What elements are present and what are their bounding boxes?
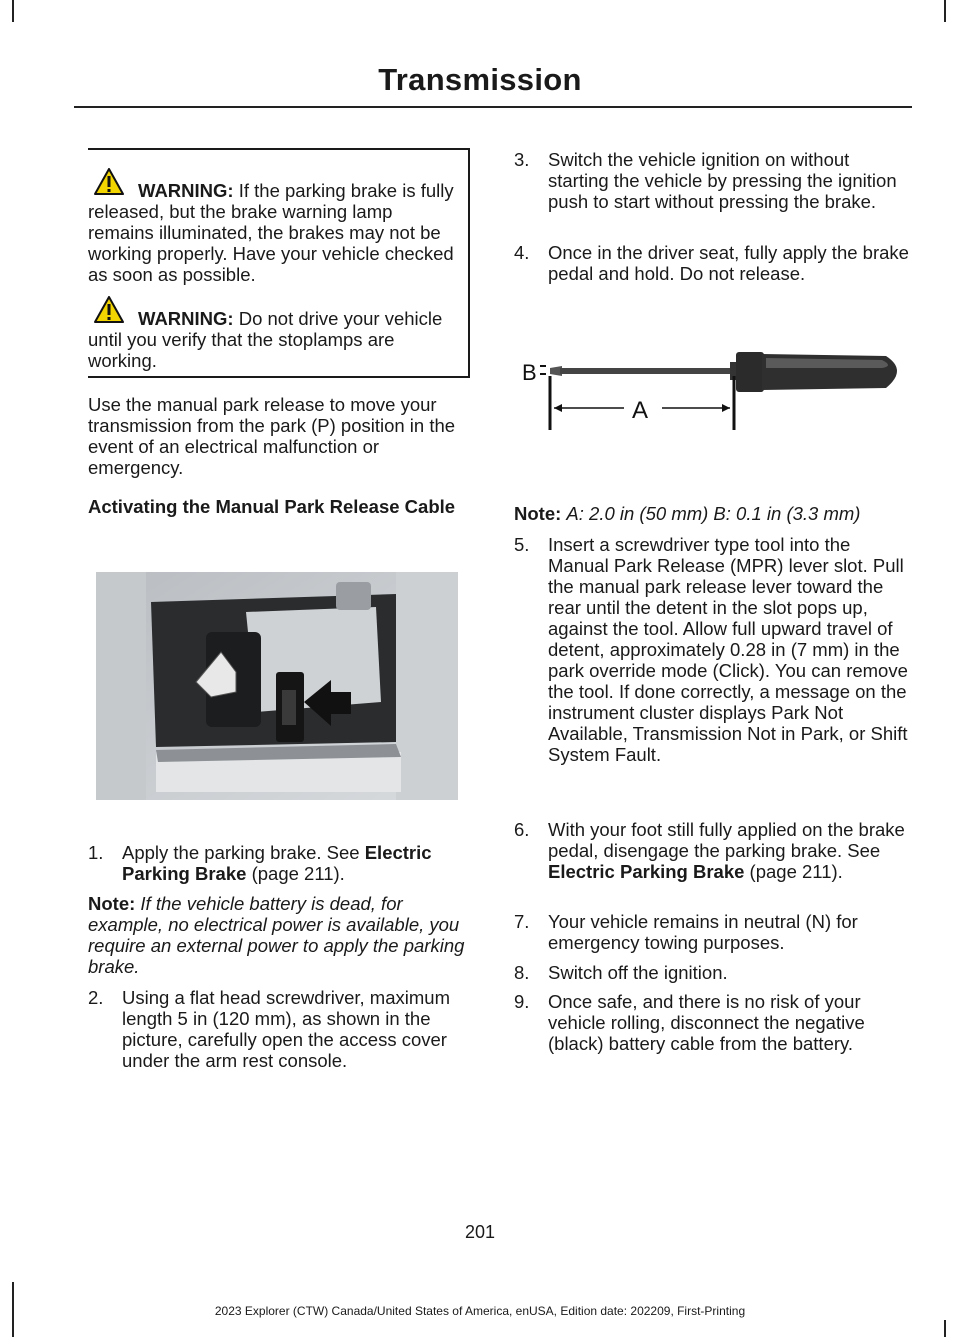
page-title: Transmission [378, 62, 582, 97]
step-text: Once in the driver seat, fully apply the brake pedal and hold. Do not release. [548, 242, 909, 284]
warning-triangle-icon [94, 296, 124, 324]
step-number: 9. [514, 991, 530, 1012]
crop-mark [12, 0, 14, 22]
step-text: Insert a screwdriver type tool into the Manual Park Release (MPR) lever slot. Pull the manual park release lever toward the rear until the detent in the slot pops up, against the tool. Allow full upward travel of detent, approximately 0.28 in (7 mm) in the park override mode (Click). You can remove the tool. If done correctly, a message on the instrument cluster displays Park Not Available, Transmission Not in Park, or Shift System Fault. [548, 534, 908, 765]
step-text: Your vehicle remains in neutral (N) for emergency towing purposes. [548, 911, 858, 953]
step-text: Using a flat head screwdriver, maximum length 5 in (120 mm), as shown in the picture, carefully open the access cover under the arm rest console. [122, 987, 450, 1071]
warning-text: If the parking brake is fully released, but the brake warning lamp remains illuminated, the brakes may not be working properly. Have your vehicle checked as soon as possible. [88, 180, 454, 285]
label-a: A [632, 397, 649, 424]
warning-box [88, 148, 470, 378]
step-text: Switch off the ignition. [548, 962, 728, 983]
step-number: 6. [514, 819, 530, 840]
crop-mark [944, 0, 946, 22]
page-ref: (page 211). [246, 863, 345, 884]
warning-text: Do not drive your vehicle until you verify that the stoplamps are working. [88, 308, 443, 371]
warning-2 [88, 308, 463, 371]
note-battery [88, 893, 474, 977]
note-dimensions [514, 503, 910, 524]
link-electric-parking-brake[interactable]: Electric Parking Brake [548, 861, 745, 882]
edition-line: 2023 Explorer (CTW) Canada/United States of America, enUSA, Edition date: 202209, First-Printing [214, 1304, 746, 1318]
intro-paragraph: Use the manual park release to move your transmission from the park (P) position in the event of an electrical malfunction or emergency. [88, 394, 456, 478]
access-cover-photo [96, 572, 458, 800]
page-ref: (page 211). [744, 861, 843, 882]
step-text: With your foot still fully applied on the brake pedal, disengage the parking brake. See [548, 819, 905, 861]
step-number: 8. [514, 962, 530, 983]
step-number: 5. [514, 534, 530, 555]
step-number: 2. [88, 987, 104, 1008]
note-text: If the vehicle battery is dead, for example, no electrical power is available, you require an external power to apply the parking brake. [88, 893, 465, 977]
label-b: B [522, 360, 537, 385]
page-number: 201 [464, 1222, 496, 1242]
header-rule [74, 106, 912, 108]
section-heading: Activating the Manual Park Release Cable [88, 496, 456, 517]
step-number: 7. [514, 911, 530, 932]
link-electric-parking-brake[interactable]: Electric Parking Brake [122, 842, 432, 884]
warning-label: WARNING: [138, 180, 234, 201]
note-text: A: 2.0 in (50 mm) B: 0.1 in (3.3 mm) [566, 503, 861, 524]
step-number: 4. [514, 242, 530, 263]
step-text: Once safe, and there is no risk of your vehicle rolling, disconnect the negative (black) battery cable from the battery. [548, 991, 865, 1054]
step-text: Switch the vehicle ignition on without starting the vehicle by pressing the ignition push to start without pressing the brake. [548, 149, 897, 212]
warning-triangle-icon [94, 168, 124, 196]
screwdriver-diagram [514, 340, 910, 440]
warning-1 [88, 180, 463, 285]
step-text: Apply the parking brake. See [122, 842, 365, 863]
note-label: Note: [88, 893, 136, 914]
crop-mark [944, 1320, 946, 1337]
step-number: 1. [88, 842, 104, 863]
step-number: 3. [514, 149, 530, 170]
warning-label: WARNING: [138, 308, 234, 329]
note-label: Note: [514, 503, 562, 524]
